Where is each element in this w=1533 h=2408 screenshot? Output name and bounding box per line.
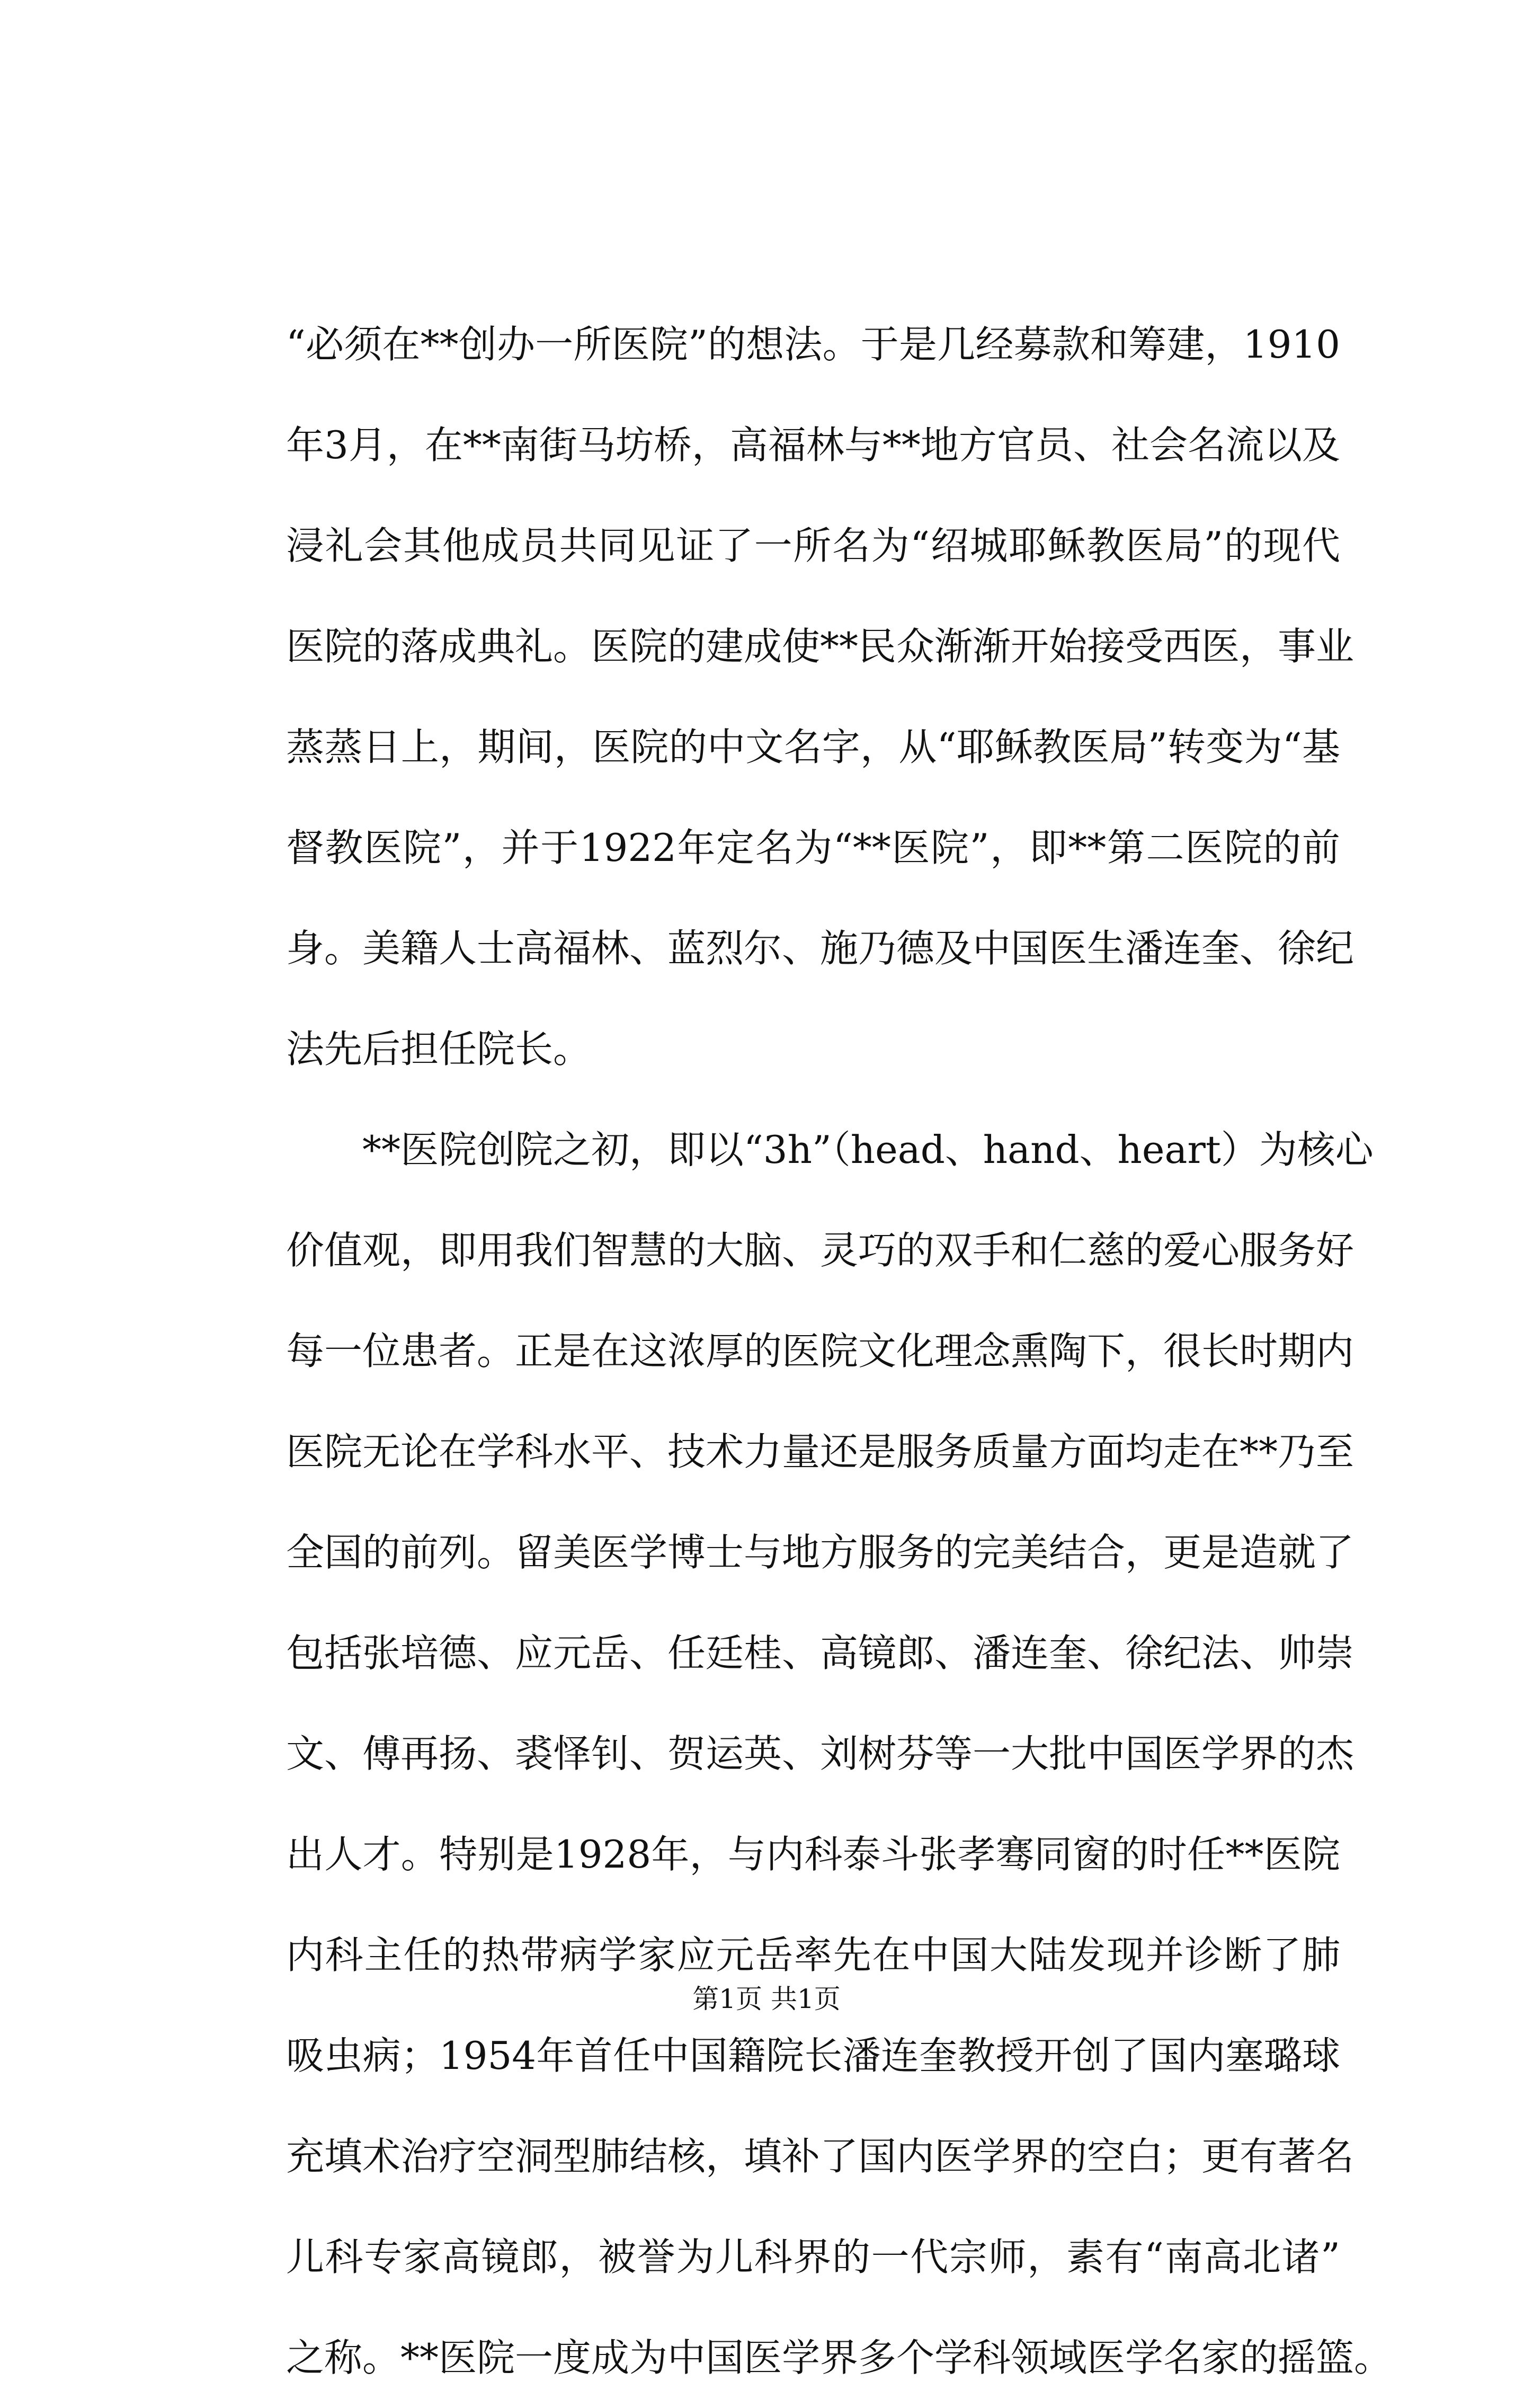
text-line: 包括张培德、应元岳、任廷桂、高镜郎、潘连奎、徐纪法、帅崇 [286, 1631, 1354, 1675]
text-line: 儿科专家高镜郎，被誉为儿科界的一代宗师，素有“南高北诸” [286, 2235, 1340, 2279]
text-line: 每一位患者。正是在这浓厚的医院文化理念熏陶下，很长时期内 [286, 1329, 1354, 1373]
text-line: 法先后担任院长。 [286, 1027, 592, 1071]
page-footer [0, 1980, 1533, 2018]
text-line: 全国的前列。留美医学博士与地方服务的完美结合，更是造就了 [286, 1530, 1354, 1575]
text-line: 蒸蒸日上，期间，医院的中文名字，从“耶稣教医局”转变为“基 [286, 725, 1340, 769]
body-text [286, 294, 1393, 2408]
text-line: 身。美籍人士高福林、蓝烈尔、施乃德及中国医生潘连奎、徐纪 [286, 926, 1354, 971]
text-line: “必须在**创办一所医院”的想法。于是几经募款和筹建，1910 [286, 322, 1340, 367]
text-line: 价值观，即用我们智慧的大脑、灵巧的双手和仁慈的爱心服务好 [286, 1228, 1354, 1273]
text-line: 吸虫病；1954年首任中国籍院长潘连奎教授开创了国内塞璐球 [286, 2033, 1340, 2078]
text-line: 医院无论在学科水平、技术力量还是服务质量方面均走在**乃至 [286, 1429, 1354, 1474]
text-line: 文、傅再扬、裘怿钊、贺运英、刘树芬等一大批中国医学界的杰 [286, 1731, 1354, 1776]
text-line: 浸礼会其他成员共同见证了一所名为“绍城耶稣教医局”的现代 [286, 523, 1340, 568]
text-line: 充填术治疗空洞型肺结核，填补了国内医学界的空白；更有著名 [286, 2134, 1354, 2179]
text-line: 出人才。特别是1928年，与内科泰斗张孝骞同窗的时任**医院 [286, 1832, 1340, 1877]
text-line: 内科主任的热带病学家应元岳率先在中国大陆发现并诊断了肺 [286, 1933, 1340, 1977]
text-line: 年3月，在**南街马坊桥，高福林与**地方官员、社会名流以及 [286, 423, 1340, 467]
text-line: 之称。**医院一度成为中国医学界多个学科领域医学名家的摇篮。 [286, 2335, 1393, 2380]
text-line: 督教医院”，并于1922年定名为“**医院”，即**第二医院的前 [286, 825, 1340, 870]
text-line: **医院创院之初，即以“3h”（head、hand、heart）为核心 [362, 1127, 1374, 1172]
text-line: 医院的落成典礼。医院的建成使**民众渐渐开始接受西医，事业 [286, 624, 1354, 669]
page-number-label: 第1页 共1页 [692, 1984, 841, 2014]
